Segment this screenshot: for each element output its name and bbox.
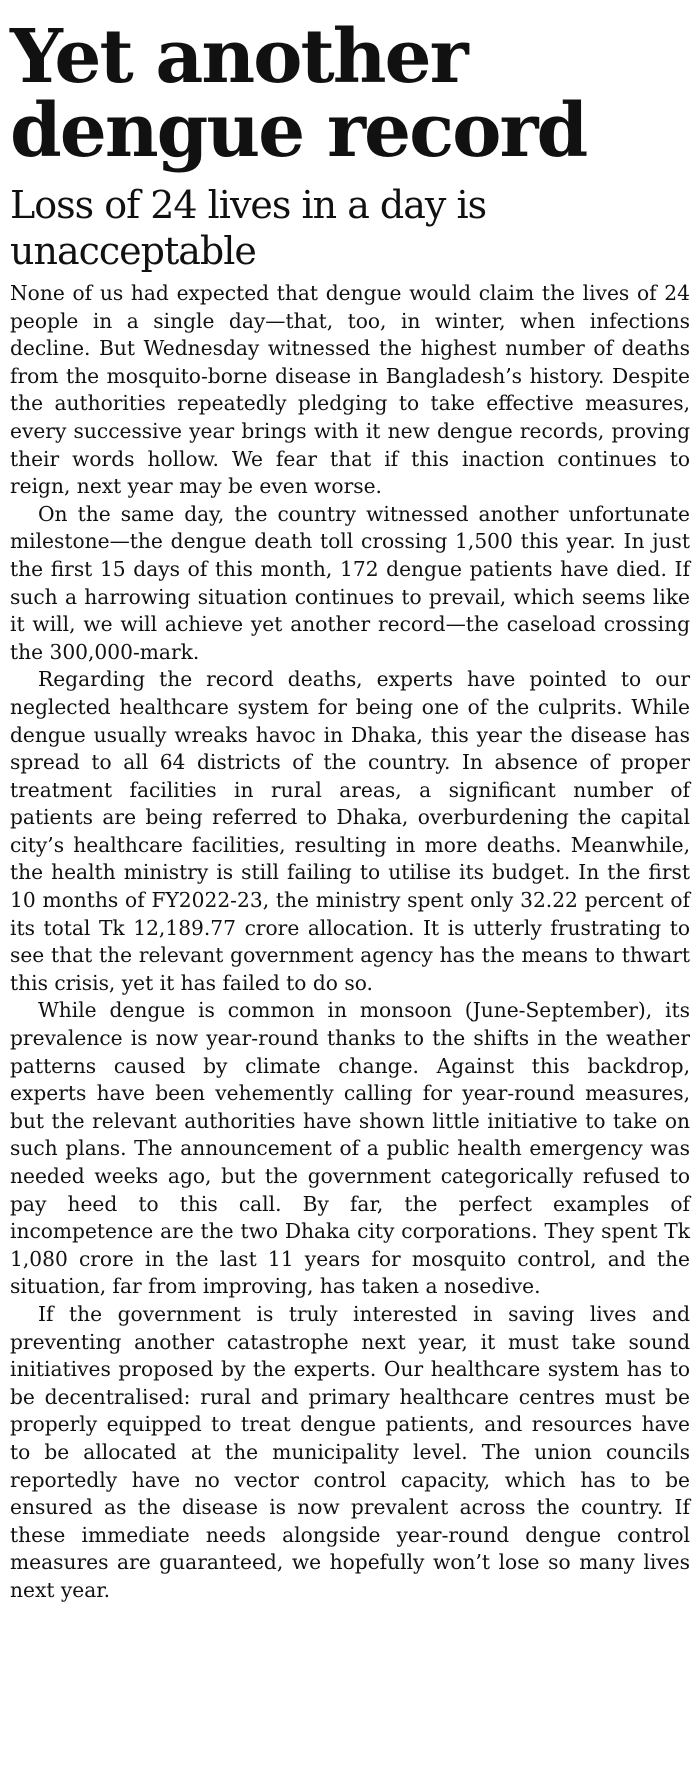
paragraph-4: While dengue is common in monsoon (June-September), its prevalence is now year-round thanks to the shifts in the weather patterns caused by climate change. Against this backdrop, experts have been vehemently calling for year-round measures, but the relevant authorities have shown little initiative to take on such plans. The announcement of a public health emergency was needed weeks ago, but the government categorically refused to pay heed to this call. By far, the perfect examples of incompetence are the two Dhaka city corporations. They spent Tk 1,080 crore in the last 11 years for mosquito control, and the situation, far from improving, has taken a nosedive. [10,998,690,1299]
subheadline: Loss of 24 lives in a day is unacceptable [10,183,487,273]
paragraph-2: On the same day, the country witnessed another unfortunate milestone—the dengue death toll crossing 1,500 this year. In just the first 15 days of this month, 172 dengue patients have died. If such a harrowing situation continues to prevail, which seems like it will, we will achieve yet another record—the caseload crossing the 300,000-mark. [10,501,690,664]
paragraph-5: If the government is truly interested in saving lives and preventing another catastrophe next year, it must take sound initiatives proposed by the experts. Our healthcare system has to be decentralised: rural and primary healthcare centres must be properly equipped to treat dengue patients, and resources have to be allocated at the municipality level. The union councils reportedly have no vector control capacity, which has to be ensured as the disease is now prevalent across the country. If these immediate needs alongside year-round dengue control measures are guaranteed, we hopefully won’t lose so many lives next year. [10,1301,690,1602]
headline: Yet another dengue record [10,14,587,174]
editorial-article [10,14,690,1605]
paragraph-1: None of us had expected that dengue would claim the lives of 24 people in a single day—that, too, in winter, when infections decline. But Wednesday witnessed the highest number of deaths from the mosquito-borne disease in Bangladesh’s history. Despite the authorities repeatedly pledging to take effective measures, every successive year brings with it new dengue records, proving their words hollow. We fear that if this inaction continues to reign, next year may be even worse. [10,281,690,499]
article-body [10,280,690,1605]
paragraph-3: Regarding the record deaths, experts have pointed to our neglected healthcare system for being one of the culprits. While dengue usually wreaks havoc in Dhaka, this year the disease has spread to all 64 districts of the country. In absence of proper treatment facilities in rural areas, a significant number of patients are being referred to Dhaka, overburdening the capital city’s healthcare facilities, resulting in more deaths. Meanwhile, the health ministry is still failing to utilise its budget. In the first 10 months of FY2022-23, the ministry spent only 32.22 percent of its total Tk 12,189.77 crore allocation. It is utterly frustrating to see that the relevant government agency has the means to thwart this crisis, yet it has failed to do so. [10,667,690,995]
